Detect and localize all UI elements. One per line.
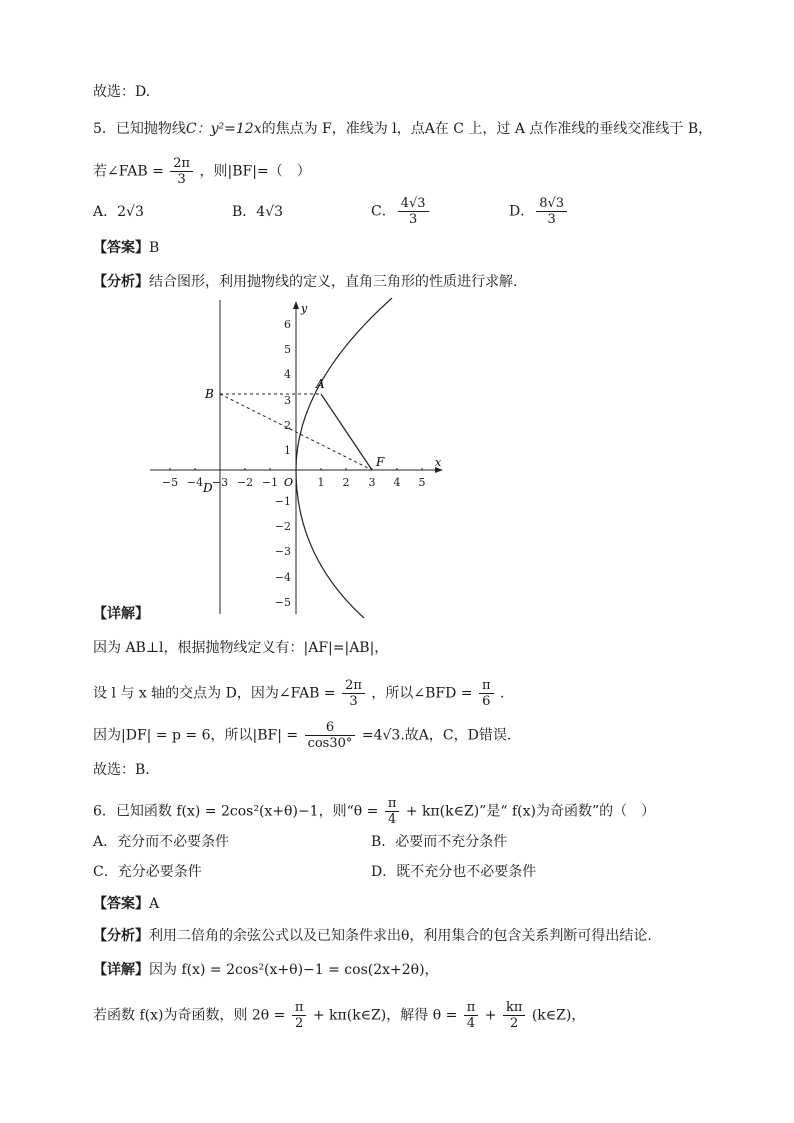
q6-answer: 【答案】A — [93, 896, 160, 912]
y-tick: 4 — [284, 368, 291, 381]
x-axis-label: x — [435, 456, 442, 469]
segment-af — [321, 394, 372, 470]
q5-option-d: D． $\frac{8√3}{3}$ — [509, 196, 569, 227]
x-tick: 2 — [342, 476, 350, 489]
q5-option-b: B．4√3 — [232, 204, 284, 220]
q5-analysis: 【分析】结合图形，利用抛物线的定义，直角三角形的性质进行求解. — [93, 274, 518, 290]
y-axis-arrow — [293, 301, 299, 309]
y-tick: −1 — [274, 495, 291, 508]
y-tick: 2 — [284, 419, 291, 432]
q6-step2: 若函数 f(x)为奇函数，则 2θ = $\frac{\pi}{2}$ + kπ(k∈Z)，解得 θ = $\frac{\pi}{4}$ + $\frac{k\pi}{2}$ (k∈Z)， — [93, 1000, 586, 1031]
q5-step2: 设 l 与 x 轴的交点为 D，因为∠FAB = $\frac{2\pi}{3}$ ，所以∠BFD = $\frac{\pi}{6}$ . — [93, 678, 505, 709]
point-b-label: B — [205, 387, 214, 401]
q5-option-a: A．2√3 — [93, 204, 144, 220]
point-f-label: F — [376, 455, 385, 469]
y-tick: 5 — [284, 343, 291, 356]
x-tick: 1 — [317, 476, 325, 489]
q5-option-c: C． $\frac{4√3}{3}$ — [371, 196, 431, 227]
y-tick: −4 — [274, 571, 291, 584]
x-tick: −2 — [236, 476, 254, 489]
y-axis-label: y — [301, 302, 308, 315]
origin-label: O — [284, 476, 294, 489]
q5-conclusion: 故选：B. — [93, 762, 150, 778]
q5-step3: 因为|DF| = p = 6，所以|BF| = $\frac{6}{\cos 30^\circ}$ =4√3.故A，C，D错误. — [93, 720, 512, 751]
y-tick: 6 — [284, 318, 291, 331]
q5-answer: 【答案】B — [93, 240, 160, 256]
x-tick: −5 — [161, 476, 179, 489]
y-tick: −2 — [274, 520, 291, 533]
x-tick: −3 — [211, 476, 229, 489]
q6-analysis: 【分析】利用二倍角的余弦公式以及已知条件求出θ，利用集合的包含关系判断可得出结论. — [93, 928, 652, 944]
q5-detail-tag: 【详解】 — [93, 606, 149, 622]
q6-detail: 【详解】因为 f(x) = 2cos²(x+θ)−1 = cos(2x+2θ)， — [93, 962, 439, 978]
x-tick: −1 — [261, 476, 279, 489]
y-tick: −5 — [274, 596, 291, 609]
point-d-label: D — [203, 481, 213, 495]
y-tick: −3 — [274, 545, 291, 558]
q6-option-b: B．必要而不充分条件 — [371, 834, 508, 850]
point-a-label: A — [316, 377, 325, 391]
y-tick: 3 — [284, 394, 291, 407]
q6-option-d: D．既不充分也不必要条件 — [371, 864, 537, 880]
x-tick: 4 — [393, 476, 401, 489]
q6-stem: 6．已知函数 f(x) = 2cos²(x+θ)−1，则“θ = $\frac{\pi}{4}$ + kπ(k∈Z)”是“ f(x)为奇函数”的（ ） — [93, 796, 656, 827]
x-tick: 3 — [368, 476, 376, 489]
parabola-figure — [145, 298, 450, 618]
x-tick: 5 — [418, 476, 426, 489]
q5-stem-line1: 5．已知抛物线C：y²=12x的焦点为 F，准线为 l，点A在 C 上，过 A 点作准线的垂线交准线于 B， — [93, 121, 713, 137]
q6-option-a: A．充分而不必要条件 — [93, 834, 230, 850]
q5-stem-line2: 若∠FAB = $\frac{2\pi}{3}$ ，则|BF|=（ ） — [93, 156, 311, 187]
conclusion-prev: 故选：D. — [93, 84, 151, 100]
x-tick: −4 — [186, 476, 204, 489]
q5-step1: 因为 AB⊥l，根据抛物线定义有：|AF|=|AB|， — [93, 640, 389, 656]
q6-option-c: C．充分必要条件 — [93, 864, 202, 880]
y-tick: 1 — [284, 444, 291, 457]
